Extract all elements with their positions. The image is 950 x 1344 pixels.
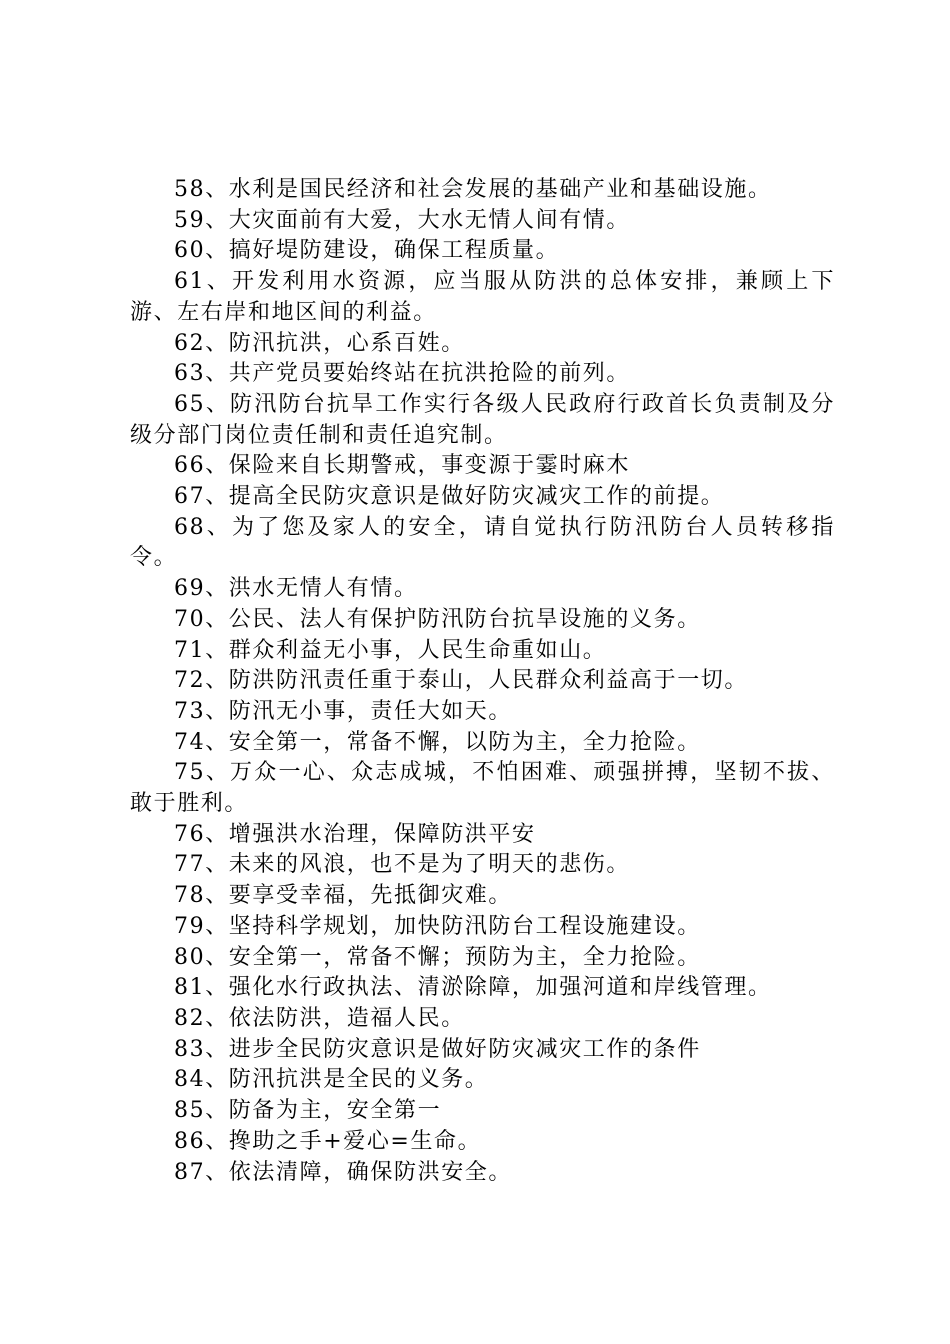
slogan-item-66: 66、保险来自长期警戒，事变源于霎时麻木 [174,453,630,479]
slogan-item-81: 81、强化水行政执法、清淤除障，加强河道和岸线管理。 [174,975,772,1001]
slogan-item-60: 60、搞好堤防建设，确保工程质量。 [174,238,560,264]
slogan-item-70: 70、公民、法人有保护防汛防台抗旱设施的义务。 [174,606,701,632]
slogan-item-74: 74、安全第一，常备不懈，以防为主，全力抢险。 [174,729,701,755]
slogan-item-68: 68、为了您及家人的安全，请自觉执行防汛防台人员转移指令。 [130,514,835,571]
slogan-item-61: 61、开发利用水资源，应当服从防洪的总体安排，兼顾上下游、左右岸和地区间的利益。 [130,269,835,325]
slogan-item-77: 77、未来的风浪，也不是为了明天的悲伤。 [174,852,630,878]
slogan-item-59: 59、大灾面前有大爱，大水无情人间有情。 [174,207,630,233]
slogan-item-62: 62、防汛抗洪，心系百姓。 [174,330,465,356]
slogan-item-75: 75、万众一心、众志成城，不怕困难、顽强拼搏，坚韧不拔、敢于胜利。 [130,760,835,817]
slogan-item-84: 84、防汛抗洪是全民的义务。 [174,1067,489,1093]
slogan-item-82: 82、依法防洪，造福人民。 [174,1005,465,1031]
slogan-item-80: 80、安全第一，常备不懈；预防为主，全力抢险。 [174,944,701,970]
slogan-item-83: 83、进步全民防灾意识是做好防灾减灾工作的条件 [174,1036,701,1062]
slogan-item-78: 78、要享受幸福，先抵御灾难。 [174,883,512,909]
document-body [130,175,835,1188]
slogan-item-58: 58、水利是国民经济和社会发展的基础产业和基础设施。 [174,177,772,202]
slogan-item-85: 85、防备为主，安全第一 [174,1098,442,1124]
slogan-item-72: 72、防洪防汛责任重于泰山，人民群众利益高于一切。 [174,668,748,694]
slogan-item-69: 69、洪水无情人有情。 [174,576,418,602]
slogan-item-63: 63、共产党员要始终站在抗洪抢险的前列。 [174,361,630,387]
slogan-item-65: 65、防汛防台抗旱工作实行各级人民政府行政首长负责制及分级分部门岗位责任制和责任追究制。 [130,391,835,448]
slogan-item-87: 87、依法清障，确保防洪安全。 [174,1159,512,1185]
slogan-item-79: 79、坚持科学规划，加快防汛防台工程设施建设。 [174,913,701,939]
slogan-item-76: 76、增强洪水治理，保障防洪平安 [174,821,536,847]
slogan-item-86: 86、搀助之手+爱心=生命。 [174,1128,482,1154]
slogan-item-73: 73、防汛无小事，责任大如天。 [174,698,512,724]
slogan-item-71: 71、群众利益无小事，人民生命重如山。 [174,637,607,663]
slogan-item-67: 67、提高全民防灾意识是做好防灾减灾工作的前提。 [174,484,725,510]
